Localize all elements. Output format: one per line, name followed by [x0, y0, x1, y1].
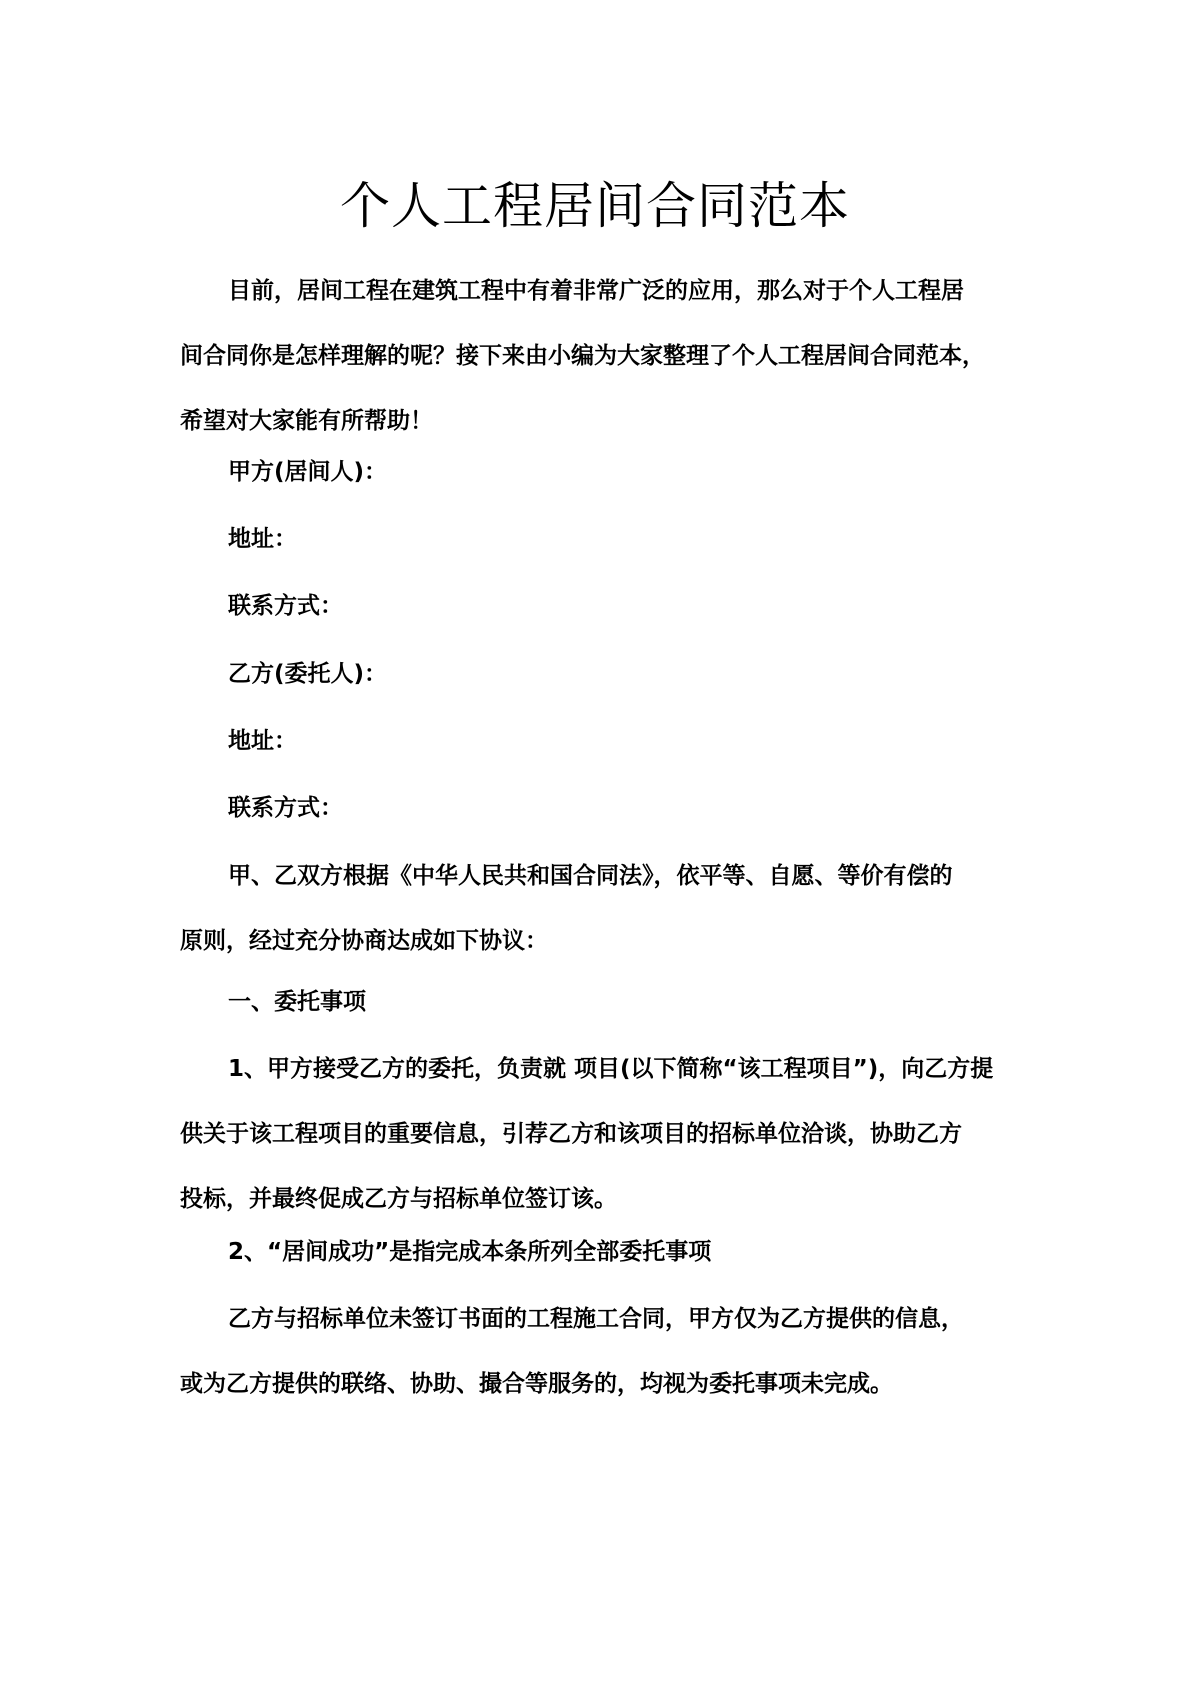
paragraph-line: 甲、乙双方根据《中华人民共和国合同法》，依平等、自愿、等价有偿的 — [228, 863, 953, 889]
clause-2-heading: 2、“居间成功”是指完成本条所列全部委托事项 — [228, 1239, 712, 1265]
intro-paragraph — [180, 276, 1040, 436]
paragraph-line: 或为乙方提供的联络、协助、撮合等服务的，均视为委托事项未完成。 — [180, 1371, 893, 1397]
section-1-heading: 一、委托事项 — [228, 989, 366, 1015]
clause-1-paragraph — [180, 1054, 1040, 1214]
agreement-paragraph — [180, 861, 1040, 956]
paragraph-line: 希望对大家能有所帮助！ — [180, 408, 433, 434]
paragraph-line: 原则，经过充分协商达成如下协议： — [180, 928, 548, 954]
party-a-label: 甲方(居间人)： — [228, 459, 388, 485]
paragraph-line: 间合同你是怎样理解的呢？接下来由小编为大家整理了个人工程居间合同范本， — [180, 343, 985, 369]
paragraph-line: 乙方与招标单位未签订书面的工程施工合同，甲方仅为乙方提供的信息， — [228, 1306, 964, 1332]
paragraph-line: 目前，居间工程在建筑工程中有着非常广泛的应用，那么对于个人工程居 — [228, 278, 964, 304]
party-b-label: 乙方(委托人)： — [228, 661, 388, 687]
paragraph-line: 1、甲方接受乙方的委托，负责就 项目(以下简称“该工程项目”)，向乙方提 — [228, 1056, 994, 1082]
party-b-address-field: 地址： — [228, 728, 297, 754]
clause-2-paragraph — [180, 1304, 1040, 1399]
party-a-address-field: 地址： — [228, 526, 297, 552]
paragraph-line: 供关于该工程项目的重要信息，引荐乙方和该项目的招标单位洽谈，协助乙方 — [180, 1121, 962, 1147]
document-title: 个人工程居间合同范本 — [340, 177, 850, 235]
paragraph-line: 投标，并最终促成乙方与招标单位签订该。 — [180, 1186, 617, 1212]
party-a-contact-field: 联系方式： — [228, 593, 343, 619]
party-b-contact-field: 联系方式： — [228, 795, 343, 821]
